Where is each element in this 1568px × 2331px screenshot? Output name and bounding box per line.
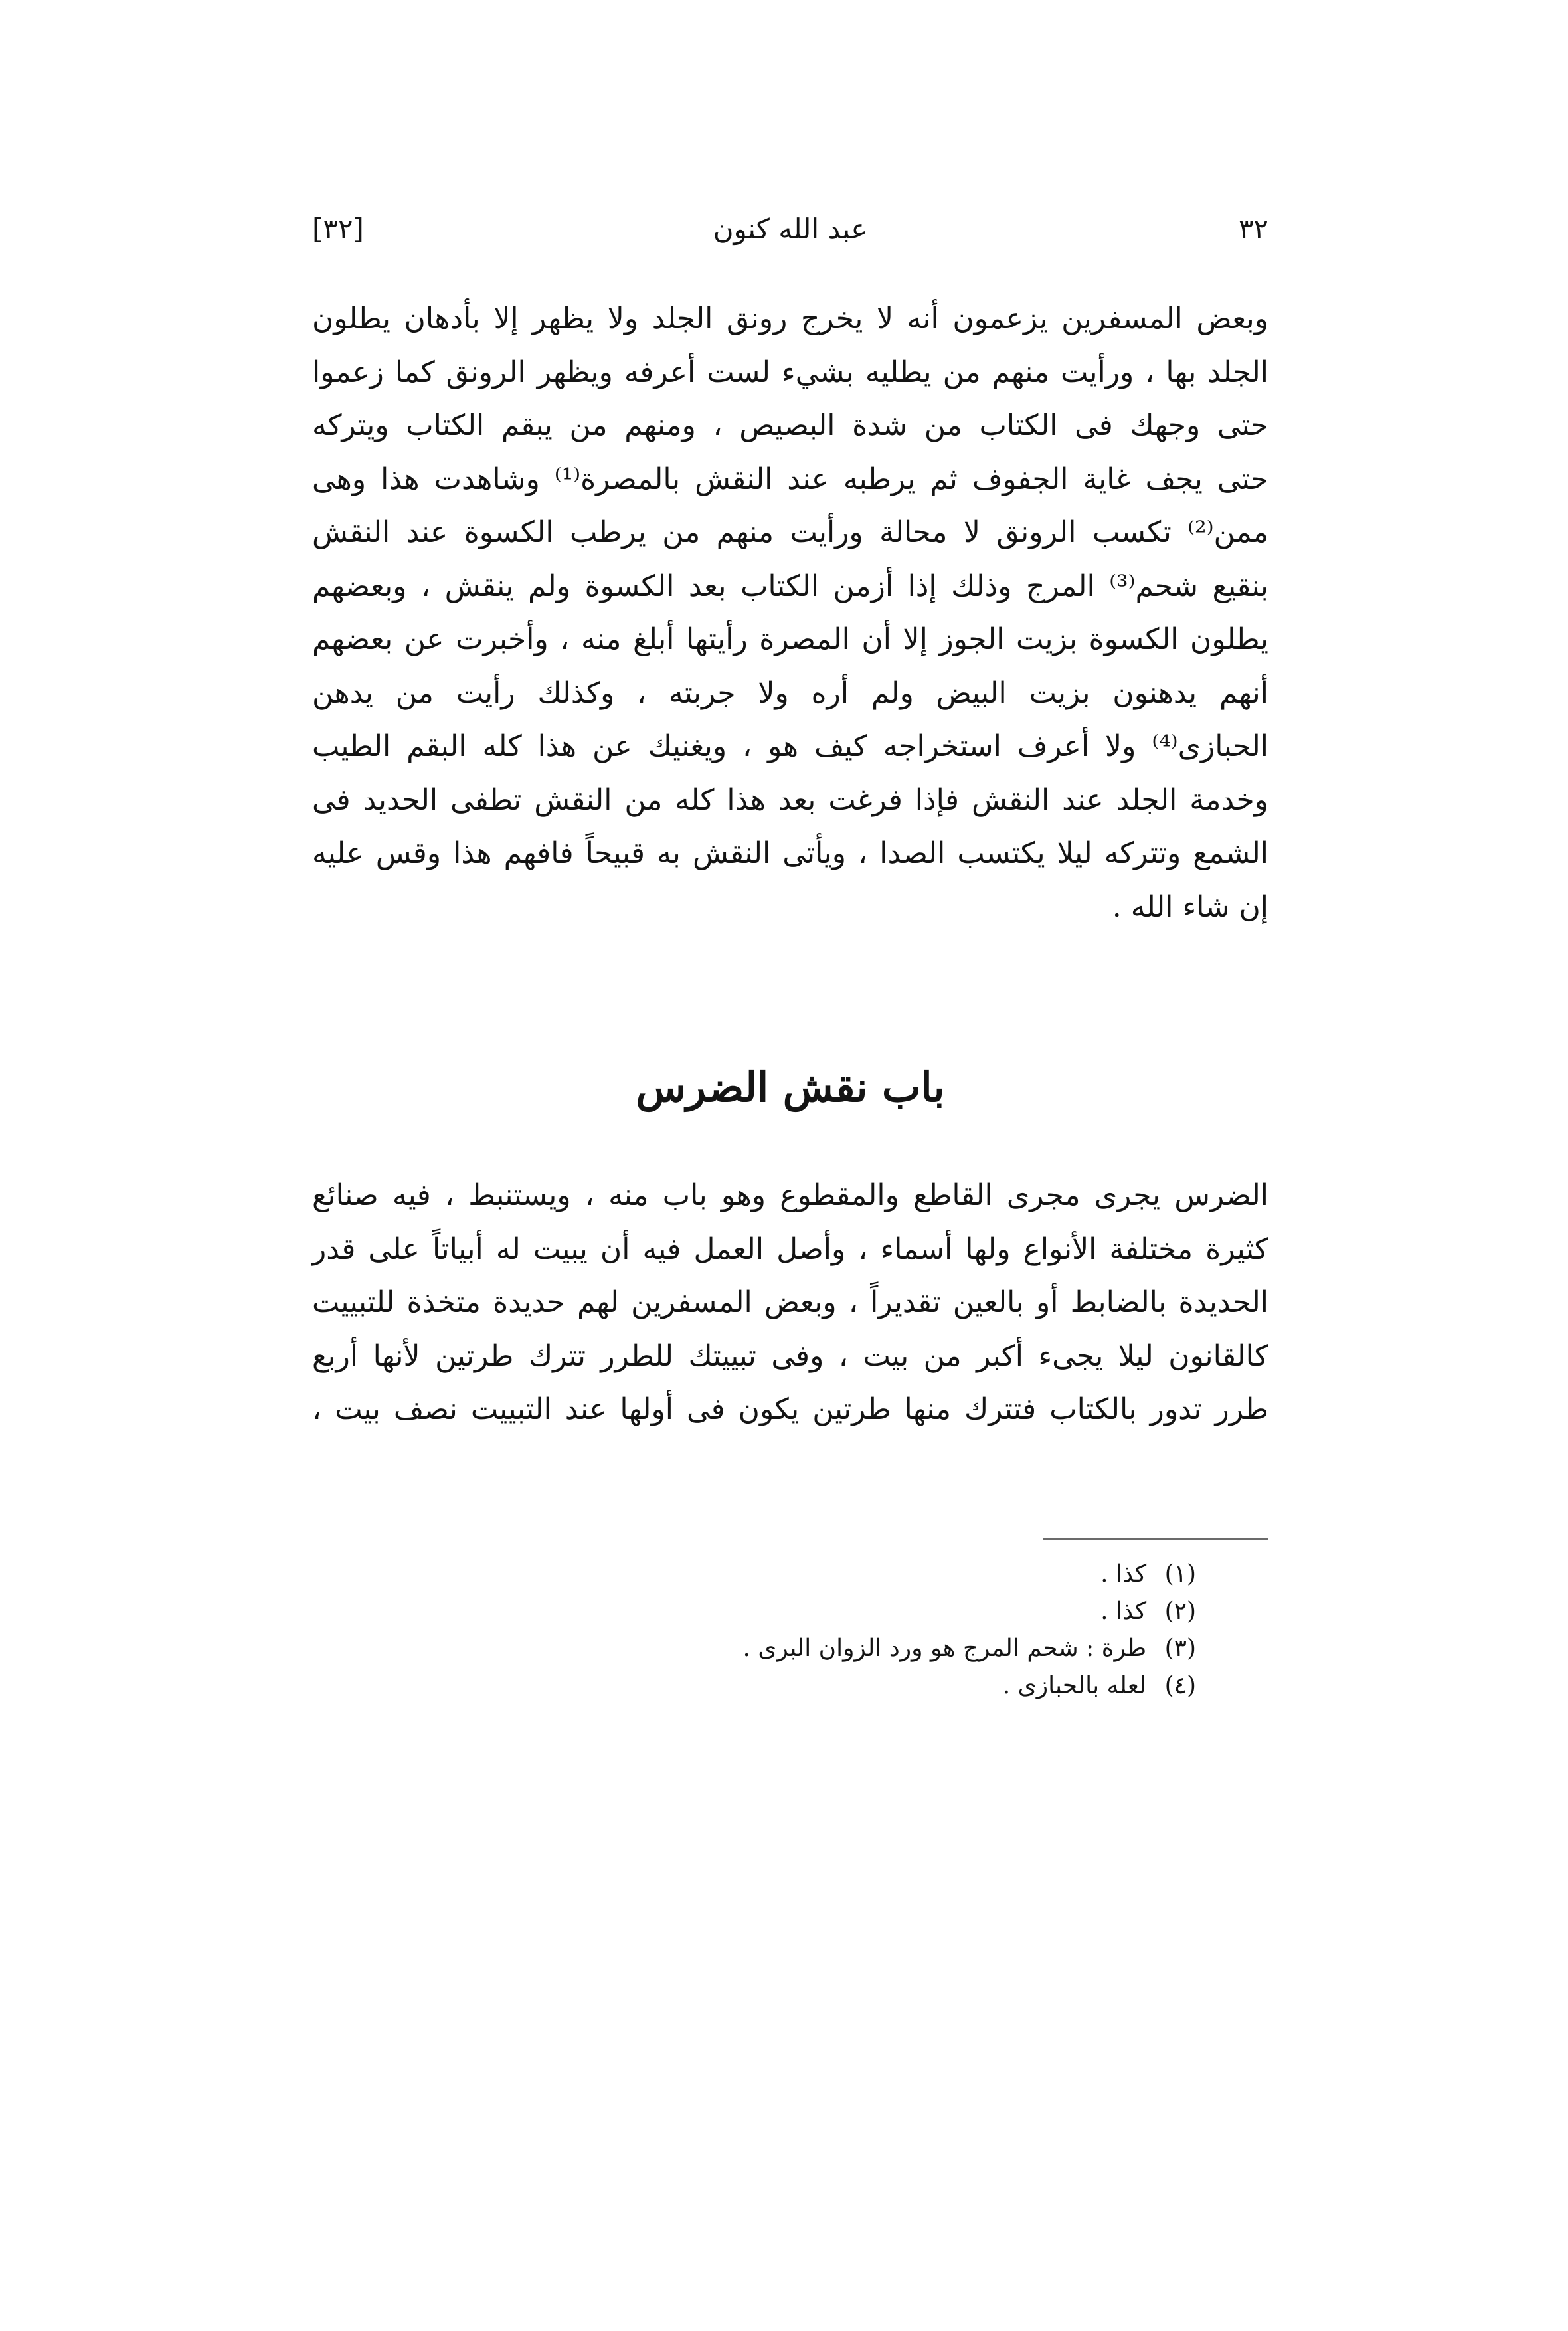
section-heading: باب نقش الضرس (636, 1063, 945, 1111)
footnote-item (665, 1556, 1196, 1593)
text-line: حتى يجف غاية الجفوف ثم يرطبه عند النقش بالمصرة⁽¹⁾ وشاهدت هذا وهى (312, 462, 1269, 496)
text-line: وخدمة الجلد عند النقش فإذا فرغت بعد هذا كله من النقش تطفى الحديد فى (312, 783, 1268, 817)
text-line: طرر تدور بالكتاب فتترك منها طرتين يكون فى أولها عند التبييت نصف بيت ، (312, 1392, 1268, 1426)
running-head (312, 213, 1268, 272)
footnote-text: طرة : شحم المرج هو ورد الزوان البرى . (742, 1635, 1147, 1662)
footnote-divider (1043, 1538, 1268, 1540)
footnote-number: (٢) (1164, 1598, 1196, 1625)
text-line: ممن⁽²⁾ تكسب الرونق لا محالة ورأيت منهم من يرطب الكسوة عند النقش (312, 515, 1268, 549)
text-line: الحبازى⁽⁴⁾ ولا أعرف استخراجه كيف هو ، ويغنيك عن هذا كله البقم الطيب (312, 729, 1268, 763)
text-line: بنقيع شحم⁽³⁾ المرج وذلك إذا أزمن الكتاب بعد الكسوة ولم ينقش ، وبعضهم (312, 569, 1268, 603)
footnote-item (665, 1667, 1196, 1705)
footnotes (665, 1556, 1196, 1705)
text-line: الشمع وتتركه ليلا يكتسب الصدا ، ويأتى النقش به قبيحاً فافهم هذا وقس عليه (312, 836, 1268, 870)
text-line: وبعض المسفرين يزعمون أنه لا يخرج رونق الجلد ولا يظهر إلا بأدهان يطلون (312, 302, 1268, 335)
text-line: كالقانون ليلا يجىء أكبر من بيت ، وفى تبييتك للطرر تترك طرتين لأنها أربع (312, 1339, 1268, 1373)
footnote-item (665, 1630, 1196, 1667)
text-line: إن شاء الله . (1112, 889, 1268, 924)
text-line: الجلد بها ، ورأيت منهم من يطليه بشيء لست أعرفه ويظهر الرونق كما زعموا (312, 355, 1268, 389)
page-number: ٣٢ (1238, 213, 1268, 245)
paragraph-bookbinding-oils (312, 292, 1268, 934)
footnote-text: كذا . (1100, 1560, 1147, 1588)
footnote-number: (١) (1164, 1560, 1196, 1588)
footnote-number: (٣) (1164, 1635, 1196, 1662)
text-line: يطلون الكسوة بزيت الجوز إلا أن المصرة رأيتها أبلغ منه ، وأخبرت عن بعضهم (312, 622, 1268, 656)
footnote-text: لعله بالحبازى . (1002, 1672, 1147, 1699)
text-line: الضرس يجرى مجرى القاطع والمقطوع وهو باب منه ، ويستنبط ، فيه صنائع (312, 1178, 1268, 1212)
footnote-text: كذا . (1100, 1598, 1147, 1625)
paragraph-tooth-engraving (312, 1169, 1268, 1437)
original-page-number: [٣٢] (312, 213, 364, 245)
text-line: كثيرة مختلفة الأنواع ولها أسماء ، وأصل العمل فيه أن يبيت له أبياتاً على قدر (312, 1232, 1268, 1266)
footnote-item (665, 1593, 1196, 1630)
text-line: حتى وجهك فى الكتاب من شدة البصيص ، ومنهم من يبقم الكتاب ويتركه (312, 409, 1268, 442)
text-line: الحديدة بالضابط أو بالعين تقديراً ، وبعض المسفرين لهم حديدة متخذة للتبييت (312, 1285, 1268, 1319)
running-head-author: عبد الله كنون (713, 213, 868, 245)
text-line: أنهم يدهنون بزيت البيض ولم أره ولا جربته ، وكذلك رأيت من يدهن (312, 676, 1268, 710)
footnote-number: (٤) (1164, 1672, 1196, 1699)
